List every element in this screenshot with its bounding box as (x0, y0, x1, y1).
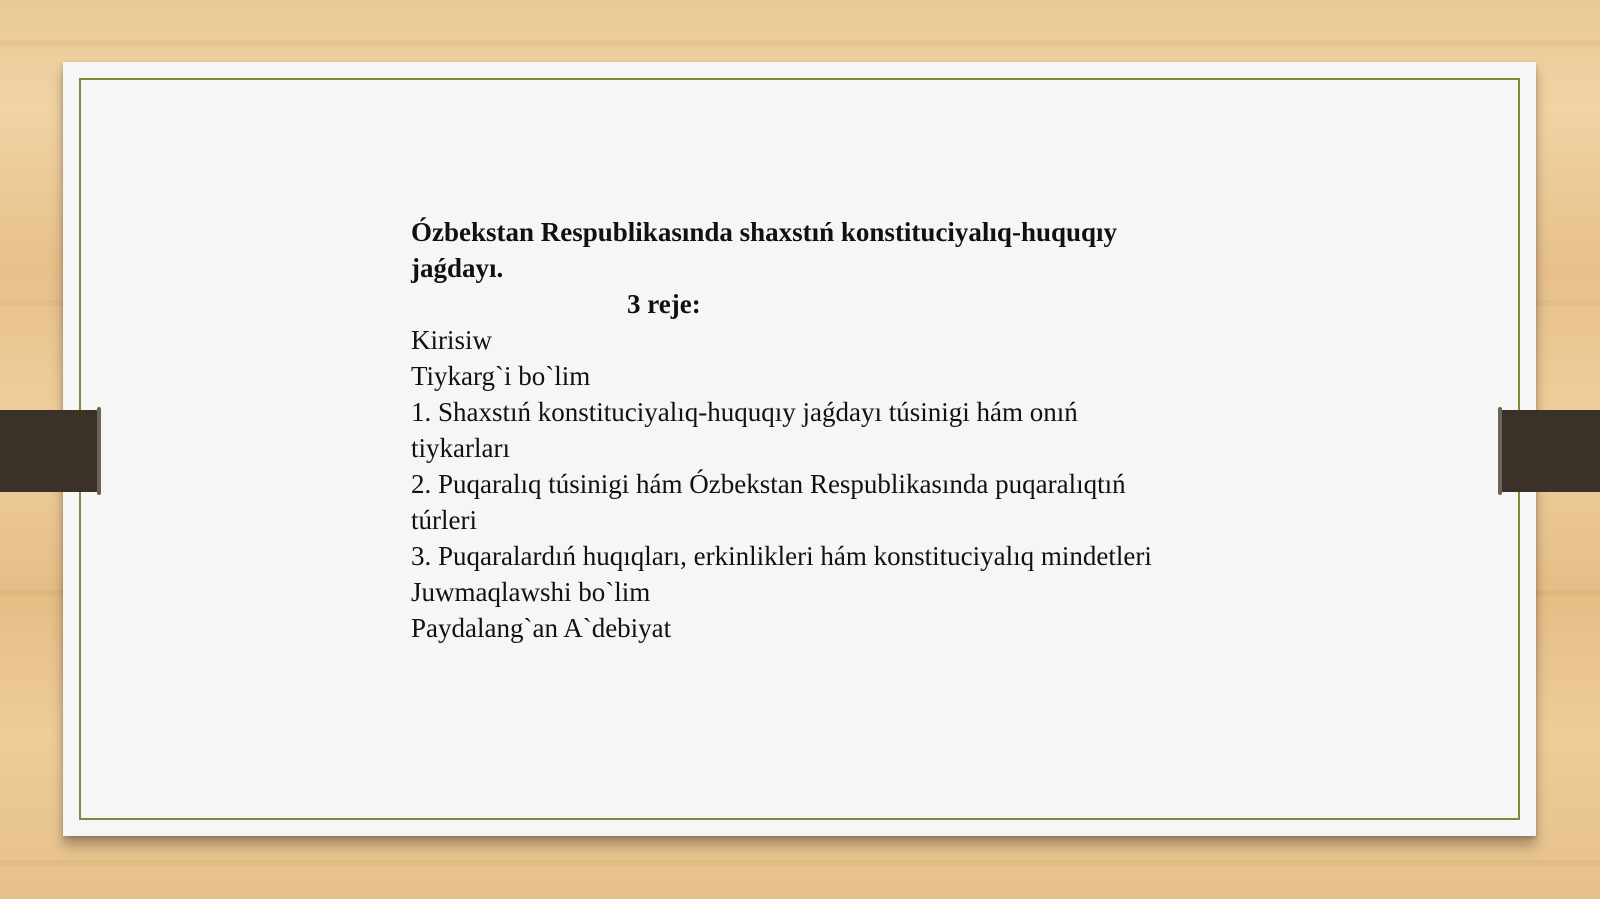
binder-clip-right (1499, 410, 1600, 492)
wood-grain (0, 860, 1600, 866)
binder-clip-left (0, 410, 100, 492)
outline-item-main: Tiykarg`i bo`lim (411, 361, 591, 391)
clip-edge (97, 407, 101, 495)
wood-grain (0, 40, 1600, 46)
outline-item-2: 2. Puqaralıq túsinigi hám Ózbekstan Respublikasında puqaralıqtıń túrleri (411, 469, 1126, 535)
outline-item-references: Paydalang`an A`debiyat (411, 613, 672, 643)
outline-item-conclusion: Juwmaqlawshi bo`lim (411, 577, 651, 607)
outline-item-1: 1. Shaxstıń konstituciyalıq-huquqıy jaǵdayı túsinigi hám onıń tiykarları (411, 397, 1078, 463)
clip-edge (1498, 407, 1502, 495)
outline-item-3: 3. Puqaralardıń huqıqları, erkinlikleri hám konstituciyalıq mindetleri (411, 541, 1152, 571)
slide-title: Ózbekstan Respublikasında shaxstıń konstituciyalıq-huquqıy jaǵdayı. (411, 217, 1118, 283)
slide-subtitle: 3 reje: (627, 289, 701, 319)
slide-content (411, 214, 1171, 646)
outline-item-intro: Kirisiw (411, 325, 492, 355)
